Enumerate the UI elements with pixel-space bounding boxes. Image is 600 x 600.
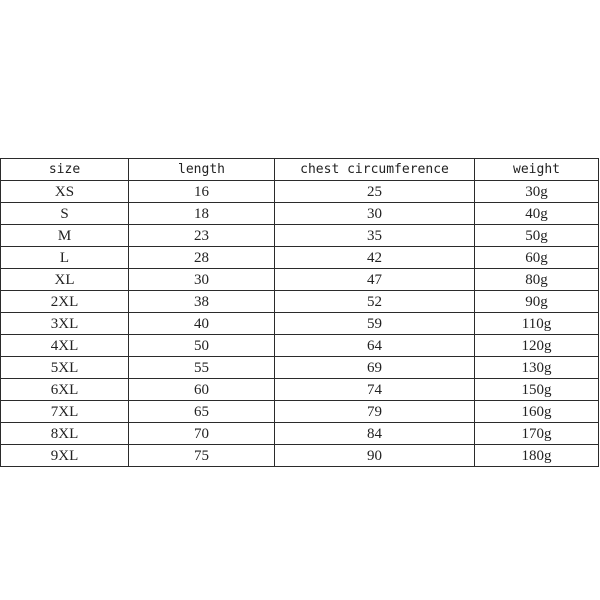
size-chart-table [0,158,599,467]
size-cell: 5XL [1,357,129,379]
chest-circumference-cell: 90 [275,445,475,467]
weight-cell: 180g [475,445,599,467]
chest-circumference-cell: 59 [275,313,475,335]
chest-circumference-cell: 52 [275,291,475,313]
size-cell: XL [1,269,129,291]
weight-cell: 130g [475,357,599,379]
chest-circumference-cell: 30 [275,203,475,225]
header-size: size [1,159,129,181]
table-row [1,357,599,379]
table-row [1,203,599,225]
weight-cell: 30g [475,181,599,203]
length-cell: 16 [129,181,275,203]
size-cell: M [1,225,129,247]
table-row [1,181,599,203]
size-cell: 3XL [1,313,129,335]
table-row [1,247,599,269]
header-row [1,159,599,181]
weight-cell: 150g [475,379,599,401]
table-row [1,335,599,357]
length-cell: 60 [129,379,275,401]
weight-cell: 50g [475,225,599,247]
header-weight: weight [475,159,599,181]
table-row [1,269,599,291]
length-cell: 18 [129,203,275,225]
chest-circumference-cell: 47 [275,269,475,291]
size-cell: XS [1,181,129,203]
size-cell: S [1,203,129,225]
table-row [1,291,599,313]
chest-circumference-cell: 84 [275,423,475,445]
weight-cell: 110g [475,313,599,335]
weight-cell: 80g [475,269,599,291]
chest-circumference-cell: 35 [275,225,475,247]
size-cell: 8XL [1,423,129,445]
size-cell: 2XL [1,291,129,313]
chest-circumference-cell: 69 [275,357,475,379]
length-cell: 28 [129,247,275,269]
chest-circumference-cell: 79 [275,401,475,423]
size-cell: L [1,247,129,269]
size-cell: 4XL [1,335,129,357]
length-cell: 70 [129,423,275,445]
chest-circumference-cell: 25 [275,181,475,203]
table-row [1,401,599,423]
chest-circumference-cell: 42 [275,247,475,269]
length-cell: 55 [129,357,275,379]
weight-cell: 90g [475,291,599,313]
length-cell: 30 [129,269,275,291]
chest-circumference-cell: 64 [275,335,475,357]
table-body [1,181,599,467]
table-row [1,225,599,247]
weight-cell: 60g [475,247,599,269]
weight-cell: 120g [475,335,599,357]
table-row [1,313,599,335]
weight-cell: 160g [475,401,599,423]
length-cell: 40 [129,313,275,335]
size-cell: 9XL [1,445,129,467]
size-cell: 6XL [1,379,129,401]
size-cell: 7XL [1,401,129,423]
table-row [1,379,599,401]
table-row [1,423,599,445]
table-row [1,445,599,467]
weight-cell: 170g [475,423,599,445]
length-cell: 50 [129,335,275,357]
header-length: length [129,159,275,181]
length-cell: 75 [129,445,275,467]
header-chest-circumference: chest circumference [275,159,475,181]
weight-cell: 40g [475,203,599,225]
chest-circumference-cell: 74 [275,379,475,401]
length-cell: 23 [129,225,275,247]
length-cell: 38 [129,291,275,313]
length-cell: 65 [129,401,275,423]
